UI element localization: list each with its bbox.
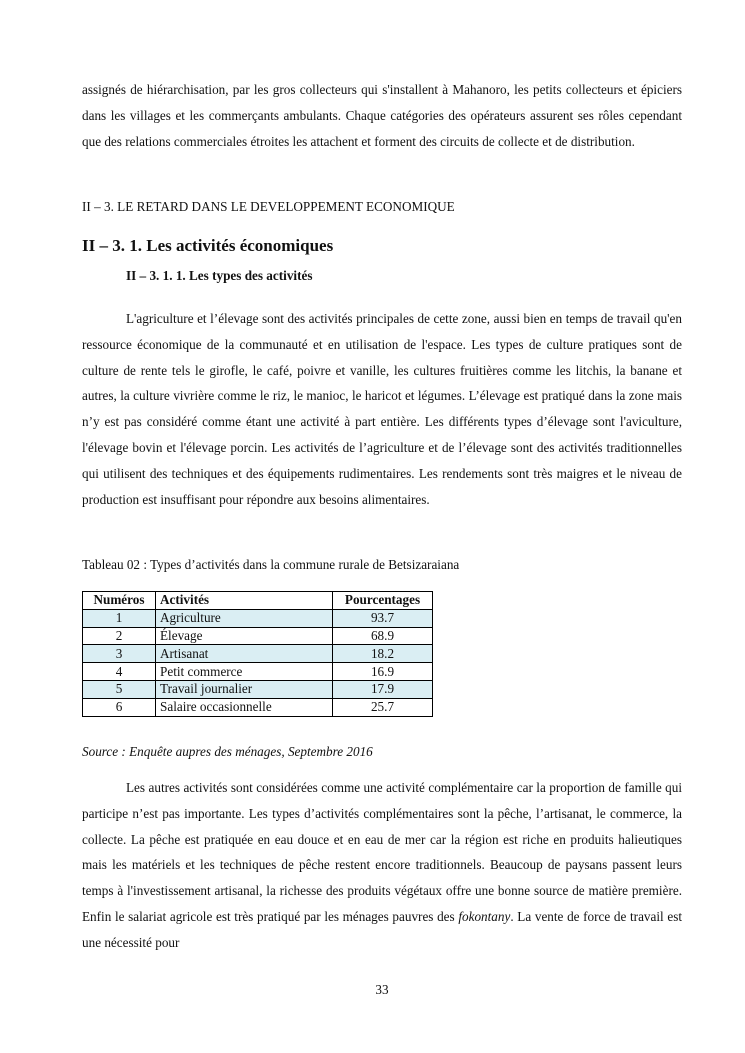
paragraph-text-before: Les autres activités sont considérées comme une activité complémentaire car la proportion de famille qui participe n’est pas importante. Les types d’activités complémentaires sont la pêche, l’artisanat, le commerce, la collecte. La pêche est pratiquée en eau douce et en eau de mer car la région est riche en produits halieutiques mais les matériels et les techniques de pêche restent encore traditionnels. Beaucoup de paysans passent leurs temps à l'investissement artisanal, la richesse des produits végétaux offre une bonne source de matière première. Enfin le salariat agricole est très pratiqué par les ménages pauvres des [82, 780, 682, 924]
header-activites: Activités [156, 592, 333, 610]
header-numeros: Numéros [83, 592, 156, 610]
activities-table [82, 591, 433, 717]
table-caption: Tableau 02 : Types d’activités dans la commune rurale de Betsizaraiana [82, 557, 460, 572]
cell-number: 4 [83, 663, 156, 681]
paragraph-complementary-activities [82, 775, 682, 956]
cell-percentage: 18.2 [333, 645, 433, 663]
paragraph-text-after: . La vente de force de travail est une nécessité pour [82, 908, 682, 950]
cell-activity: Élevage [156, 627, 333, 645]
cell-percentage: 17.9 [333, 680, 433, 698]
cell-percentage: 68.9 [333, 627, 433, 645]
cell-activity: Artisanat [156, 645, 333, 663]
cell-activity: Agriculture [156, 609, 333, 627]
table-header-row [83, 592, 433, 610]
table-row [83, 645, 433, 663]
table-row [83, 663, 433, 681]
cell-percentage: 93.7 [333, 609, 433, 627]
paragraph-intro: assignés de hiérarchisation, par les gros collecteurs qui s'installent à Mahanoro, les petits collecteurs et épiciers dans les villages et les commerçants ambulants. Chaque catégories des opérateurs assurent ses rôles cependant que des relations commerciales étroites les attachent et forment des circuits de collecte et de distribution. [82, 82, 682, 149]
subsubsection-heading: II – 3. 1. 1. Les types des activités [126, 268, 313, 283]
paragraph-agriculture: L'agriculture et l’élevage sont des activités principales de cette zone, aussi bien en temps de travail qu'en ressource économique de la communauté et en utilisation de l'espace. Les types de culture pratiques sont de culture de rente tels le girofle, le café, poivre et vanille, les cultures fruitières comme les litchis, la banane et autres, la culture vivrière comme le riz, le manioc, le haricot et légumes. L’élevage est pratiqué dans la zone mais n’y est pas considéré comme étant une activité à part entière. Les différents types d’élevage sont l'aviculture, l'élevage bovin et l'élevage porcin. Les activités de l’agriculture et de l’élevage sont des activités traditionnelles qui utilisent des techniques et des équipements rudimentaires. Les rendements sont très maigres et le niveau de production est insuffisant pour répondre aux besoins alimentaires. [82, 311, 682, 507]
cell-activity: Travail journalier [156, 680, 333, 698]
table-source: Source : Enquête aupres des ménages, Septembre 2016 [82, 744, 373, 759]
table-row [83, 627, 433, 645]
cell-number: 1 [83, 609, 156, 627]
table-row [83, 680, 433, 698]
section-heading: II – 3. LE RETARD DANS LE DEVELOPPEMENT ECONOMIQUE [82, 199, 455, 214]
cell-activity: Salaire occasionnelle [156, 698, 333, 716]
cell-activity: Petit commerce [156, 663, 333, 681]
cell-number: 6 [83, 698, 156, 716]
cell-percentage: 16.9 [333, 663, 433, 681]
italic-term: fokontany [458, 908, 511, 924]
subsection-heading: II – 3. 1. Les activités économiques [82, 236, 334, 255]
header-pourcentages: Pourcentages [333, 592, 433, 610]
cell-number: 3 [83, 645, 156, 663]
cell-percentage: 25.7 [333, 698, 433, 716]
table-row [83, 609, 433, 627]
table-row [83, 698, 433, 716]
cell-number: 5 [83, 680, 156, 698]
cell-number: 2 [83, 627, 156, 645]
page-number: 33 [375, 982, 389, 997]
